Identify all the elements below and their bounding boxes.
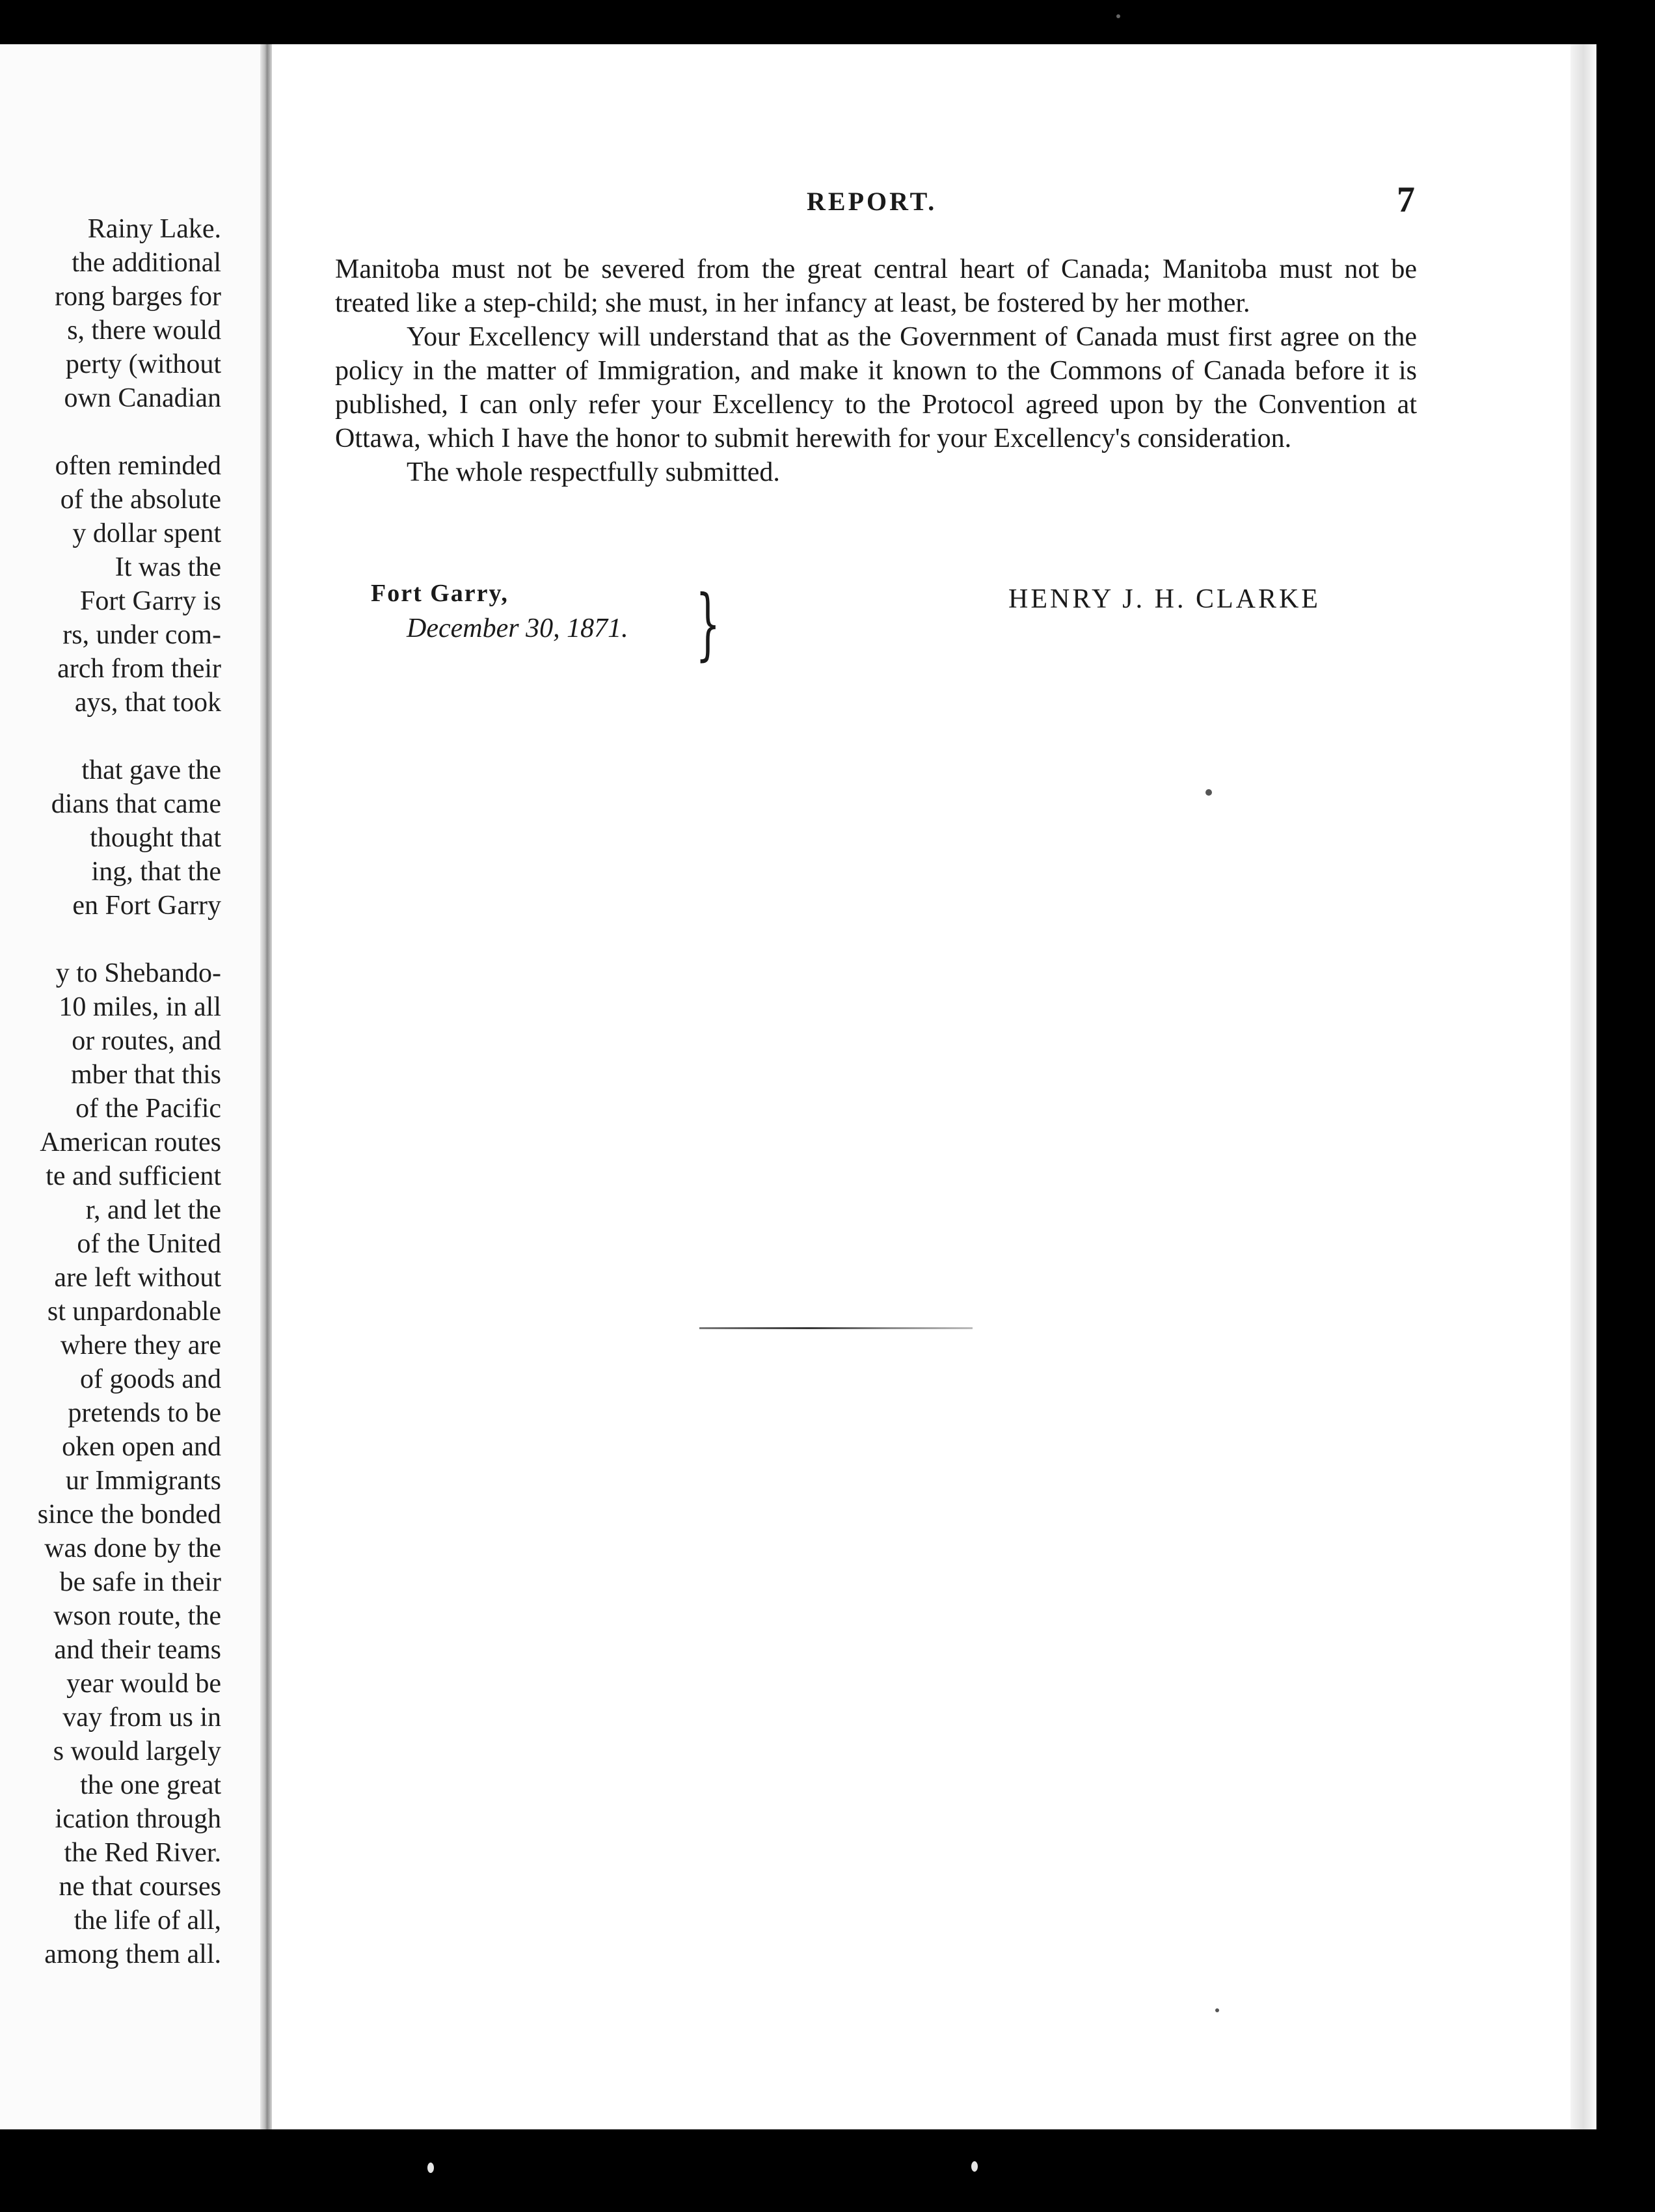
left-page-line: vay from us in xyxy=(62,1703,221,1733)
brace-mark: } xyxy=(695,579,721,669)
left-page-line: the life of all, xyxy=(74,1906,221,1936)
left-page-line: year would be xyxy=(66,1669,221,1699)
left-page-line: ays, that took xyxy=(74,688,221,718)
left-page-line: thought that xyxy=(90,823,221,853)
left-page-line: and their teams xyxy=(54,1635,221,1665)
paragraph: Manitoba must not be severed from the great central heart of Canada; Manitoba must not be treated like a step-child; she must, in her infancy at least, be fostered by her mother. xyxy=(335,254,1417,318)
left-page-line: Fort Garry is xyxy=(80,586,221,616)
page-number: 7 xyxy=(1397,180,1415,220)
left-page-line: r, and let the xyxy=(85,1195,221,1225)
paragraph: The whole respectfully submitted. xyxy=(407,457,780,487)
left-page-line: or routes, and xyxy=(72,1026,221,1056)
left-page-line: y to Shebando- xyxy=(55,958,221,988)
left-page-line: of the United xyxy=(77,1229,221,1259)
left-page-line: It was the xyxy=(114,552,221,582)
left-page-line: be safe in their xyxy=(59,1567,221,1597)
date-line: December 30, 1871. xyxy=(407,614,628,643)
left-page-line: since the bonded xyxy=(37,1500,221,1530)
ink-speck xyxy=(1215,2008,1219,2012)
left-page-line: the additional xyxy=(72,248,221,278)
left-page-line: are left without xyxy=(54,1263,221,1293)
left-page-line: ication through xyxy=(55,1804,221,1834)
left-page-line: often reminded xyxy=(55,451,221,481)
paragraph: Your Excellency will understand that as the Government of Canada must first agree on the policy in the matter of Immigration, and make it known to the Commons of Canada before it is published, I can only refer your Excellency to the Protocol agreed upon by the Convention at Ottawa, which I have the honor to submit herewith for your Excellency's consideration. xyxy=(335,322,1417,453)
left-page-line: s, there would xyxy=(67,316,221,345)
left-page-line: 10 miles, in all xyxy=(59,992,221,1022)
ink-speck xyxy=(1205,789,1212,796)
left-page-line: st unpardonable xyxy=(47,1297,221,1327)
signatory-name: HENRY J. H. CLARKE xyxy=(1008,584,1321,614)
left-page-line: ne that courses xyxy=(59,1872,221,1902)
left-page-line: te and sufficient xyxy=(46,1161,221,1191)
left-page-line: among them all. xyxy=(44,1939,221,1969)
left-page-line: American routes xyxy=(40,1127,221,1157)
left-page-line: wson route, the xyxy=(53,1601,221,1631)
left-page-line: s would largely xyxy=(53,1736,221,1766)
left-page-line: en Fort Garry xyxy=(72,891,221,921)
left-page-line: of the absolute xyxy=(60,485,221,515)
left-page-line: y dollar spent xyxy=(72,519,221,548)
place-line: Fort Garry, xyxy=(371,580,509,607)
left-page-line: the one great xyxy=(80,1770,221,1800)
left-page-line: mber that this xyxy=(71,1060,221,1090)
left-page-line: of goods and xyxy=(80,1364,221,1394)
book-gutter xyxy=(260,44,272,2129)
left-page-line: that gave the xyxy=(81,755,221,785)
left-page-line: ing, that the xyxy=(91,857,221,887)
report-body xyxy=(335,252,1417,489)
left-page-line: rs, under com- xyxy=(62,620,221,650)
left-page-line: own Canadian xyxy=(64,383,221,413)
running-head: REPORT. xyxy=(807,187,937,216)
section-rule xyxy=(699,1327,973,1329)
page-edge xyxy=(1570,44,1596,2129)
left-page-line: dians that came xyxy=(51,789,221,819)
place-date-block xyxy=(371,579,628,644)
left-page-line: perty (without xyxy=(65,349,221,379)
left-page-line: where they are xyxy=(60,1330,221,1360)
ink-speck xyxy=(427,2163,434,2173)
left-page-fragment xyxy=(0,44,267,2129)
left-page-line: was done by the xyxy=(44,1533,221,1563)
left-page-line: ur Immigrants xyxy=(65,1466,221,1496)
ink-speck xyxy=(1116,14,1120,18)
left-page-line: of the Pacific xyxy=(75,1094,221,1124)
left-page-line: rong barges for xyxy=(55,282,221,312)
ink-speck xyxy=(971,2161,978,2172)
left-page-line: Rainy Lake. xyxy=(87,214,221,244)
left-page-line: arch from their xyxy=(57,654,221,684)
left-page-line: pretends to be xyxy=(68,1398,221,1428)
left-page-line: oken open and xyxy=(62,1432,221,1462)
left-page-line: the Red River. xyxy=(64,1838,221,1868)
